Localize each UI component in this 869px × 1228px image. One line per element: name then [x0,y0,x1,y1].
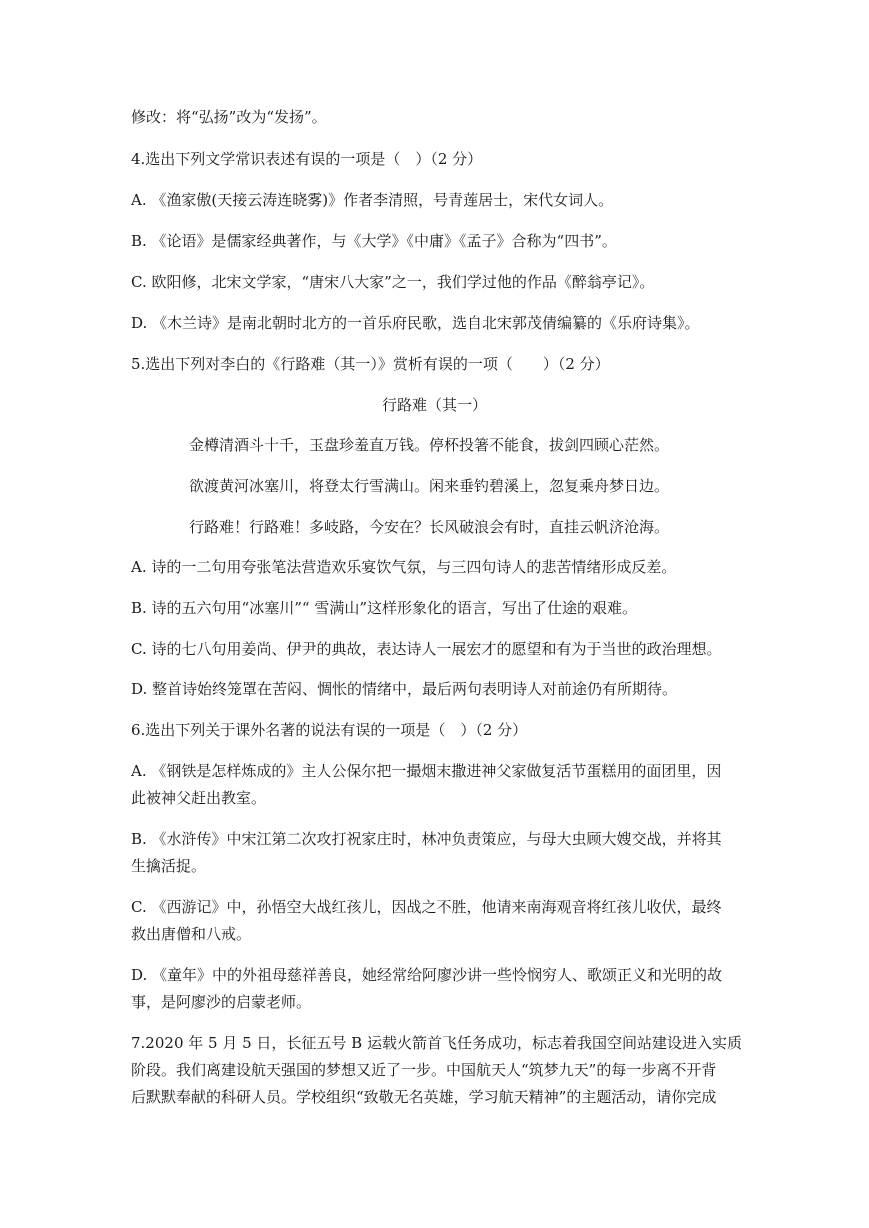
question-7-stem-line-1: 7.2020 年 5 月 5 日，长征五号 B 运载火箭首飞任务成功，标志着我国空间站建设进入实质 [131,1034,742,1052]
question-6-option-b: B. 《水浒传》中宋江第二次攻打祝家庄时，林冲负责策应，与母大虫顾大嫂交战，并将其 [131,830,722,848]
question-4-option-b: B. 《论语》是儒家经典著作，与《大学》《中庸》《孟子》合称为“四书”。 [131,232,617,250]
question-5-option-a: A. 诗的一二句用夸张笔法营造欢乐宴饮气氛，与三四句诗人的悲苦情绪形成反差。 [131,558,677,576]
poem-line-1: 金樽清酒斗十千，玉盘珍羞直万钱。停杯投箸不能食，拔剑四顾心茫然。 [189,436,670,454]
question-6-stem: 6.选出下列关于课外名著的说法有误的一项是（ ）（2 分） [131,721,528,739]
question-7-stem-line-2: 阶段。我们离建设航天强国的梦想又近了一步。中国航天人“筑梦九天”的每一步离不开背 [131,1061,717,1079]
question-5-option-c: C. 诗的七八句用姜尚、伊尹的典故，表达诗人一展宏才的愿望和有为于当世的政治理想。 [131,640,722,658]
question-6-option-a: A. 《钢铁是怎样炼成的》主人公保尔把一撮烟末撒进神父家做复活节蛋糕用的面团里，因 [131,762,722,780]
poem-title: 行路难（其一） [381,396,487,414]
question-5-option-b: B. 诗的五六句用“冰塞川”“ 雪满山”这样形象化的语言，写出了仕途的艰难。 [131,599,638,617]
question-6-option-d-cont: 事，是阿廖沙的启蒙老师。 [131,993,312,1011]
question-4-option-a: A. 《渔家傲(天接云涛连晓雾)》作者李清照，号青莲居士，宋代女词人。 [131,191,614,209]
question-5-stem: 5.选出下列对李白的《行路难（其一）》赏析有误的一项（ ）（2 分） [131,355,610,373]
question-5-option-d: D. 整首诗始终笼罩在苦闷、惆怅的情绪中，最后两句表明诗人对前途仍有所期待。 [131,680,678,698]
question-4-option-d: D. 《木兰诗》是南北朝时北方的一首乐府民歌，选自北宋郭茂倩编纂的《乐府诗集》。 [131,314,700,332]
question-6-option-b-cont: 生擒活捉。 [131,857,207,875]
question-6-option-c-cont: 救出唐僧和八戒。 [131,925,252,943]
question-6-option-c: C. 《西游记》中，孙悟空大战红孩儿，因战之不胜，他请来南海观音将红孩儿收伏，最终 [131,898,722,916]
question-6-option-a-cont: 此被神父赶出教室。 [131,789,267,807]
poem-line-3: 行路难！行路难！多岐路，今安在？长风破浪会有时，直挂云帆济沧海。 [189,518,670,536]
question-6-option-d: D. 《童年》中的外祖母慈祥善良，她经常给阿廖沙讲一些怜悯穷人、歌颂正义和光明的故 [131,966,723,984]
question-7-stem-line-3: 后默默奉献的科研人员。学校组织“致敬无名英雄，学习航天精神”的主题活动，请你完成 [131,1088,717,1106]
question-4-option-c: C. 欧阳修，北宋文学家，“唐宋八大家”之一，我们学过他的作品《醉翁亭记》。 [131,273,655,291]
question-4-stem: 4.选出下列文学常识表述有误的一项是（ ）（2 分） [131,150,483,168]
revision-note: 修改：将“弘扬”改为“发扬”。 [131,108,327,126]
poem-line-2: 欲渡黄河冰塞川，将登太行雪满山。闲来垂钓碧溪上，忽复乘舟梦日边。 [189,477,670,495]
